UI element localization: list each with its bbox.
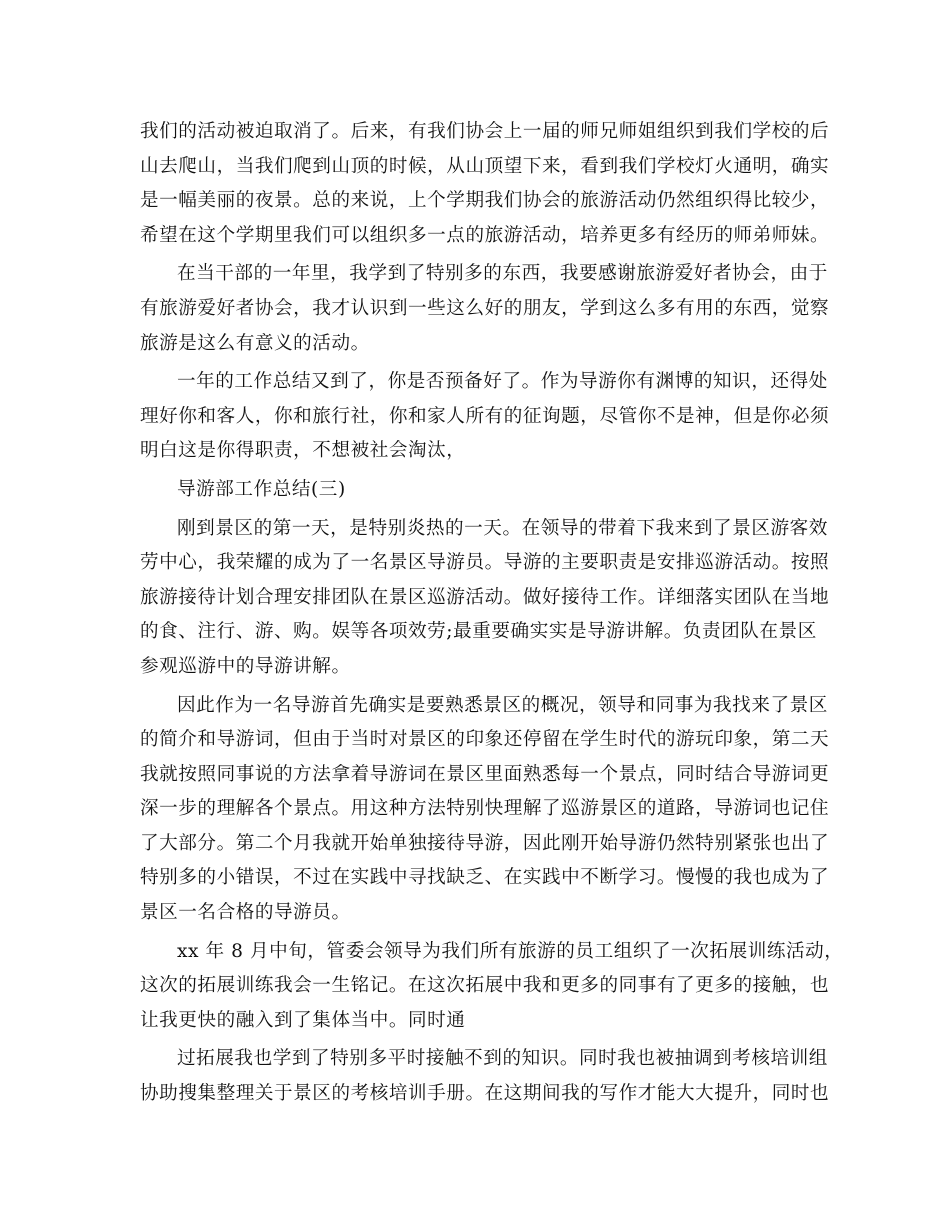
text-line: 是一幅美丽的夜景。总的来说，上个学期我们协会的旅游活动仍然组织得比较少， (140, 190, 830, 212)
text-line: 特别多的小错误，不过在实践中寻找缺乏、在实践中不断学习。慢慢的我也成为了 (140, 867, 830, 889)
document-body (140, 115, 844, 1112)
text-line: 劳中心，我荣耀的成为了一名景区导游员。导游的主要职责是安排巡游活动。按照 (140, 552, 830, 574)
text-line: 的简介和导游词，但由于当时对景区的印象还停留在学生时代的游玩印象，第二天 (140, 729, 830, 751)
text-line: 旅游接待计划合理安排团队在景区巡游活动。做好接待工作。详细落实团队在当地 (140, 586, 830, 608)
text-line: 的食、注行、游、购。娱等各项效劳;最重要确实实是导游讲解。负责团队在景区 (140, 621, 817, 643)
text-line: 深一步的理解各个景点。用这种方法特别快理解了巡游景区的道路，导游词也记住 (140, 798, 830, 820)
text-line: 这次的拓展训练我会一生铭记。在这次拓展中我和更多的同事有了更多的接触，也 (140, 975, 830, 997)
text-line: 理好你和客人，你和旅行社，你和家人所有的征询题，尽管你不是神，但是你必须 (140, 405, 830, 427)
text-line: 一年的工作总结又到了，你是否预备好了。作为导游你有渊博的知识，还得处 (177, 371, 828, 393)
text-line: 我就按照同事说的方法拿着导游词在景区里面熟悉每一个景点，同时结合导游词更 (140, 763, 830, 785)
text-line: 在当干部的一年里，我学到了特别多的东西，我要感谢旅游爱好者协会，由于 (177, 263, 828, 285)
text-line: 刚到景区的第一天，是特别炎热的一天。在领导的带着下我来到了景区游客效 (177, 517, 828, 539)
text-line: 因此作为一名导游首先确实是要熟悉景区的概况，领导和同事为我找来了景区 (177, 694, 828, 716)
text-line: 希望在这个学期里我们可以组织多一点的旅游活动，培养更多有经历的师弟师妹。 (140, 224, 830, 246)
text-line: 让我更快的融入到了集体当中。同时通 (140, 1009, 466, 1031)
text-line: 协助搜集整理关于景区的考核培训手册。在这期间我的写作才能大大提升，同时也 (140, 1083, 830, 1105)
text-line: 我们的活动被迫取消了。后来，有我们协会上一届的师兄师姐组织到我们学校的后 (140, 121, 830, 142)
text-line: 了大部分。第二个月我就开始单独接待导游，因此刚开始导游仍然特别紧张也出了 (140, 832, 830, 854)
text-line: 参观巡游中的导游讲解。 (140, 655, 351, 677)
section-heading: 导游部工作总结(三) (177, 478, 346, 500)
text-line: 有旅游爱好者协会，我才认识到一些这么好的朋友，学到这么多有用的东西，觉察 (140, 297, 830, 319)
text-line: 明白这是你得职责，不想被社会淘汰， (140, 440, 466, 462)
text-line: 山去爬山，当我们爬到山顶的时候，从山顶望下来，看到我们学校灯火通明，确实 (140, 155, 830, 177)
text-line: 过拓展我也学到了特别多平时接触不到的知识。同时我也被抽调到考核培训组 (177, 1048, 828, 1070)
text-line: 景区一名合格的导游员。 (140, 902, 351, 924)
text-line: xx 年 8 月中旬，管委会领导为我们所有旅游的员工组织了一次拓展训练活动， (177, 940, 844, 962)
text-line: 旅游是这么有意义的活动。 (140, 332, 370, 354)
